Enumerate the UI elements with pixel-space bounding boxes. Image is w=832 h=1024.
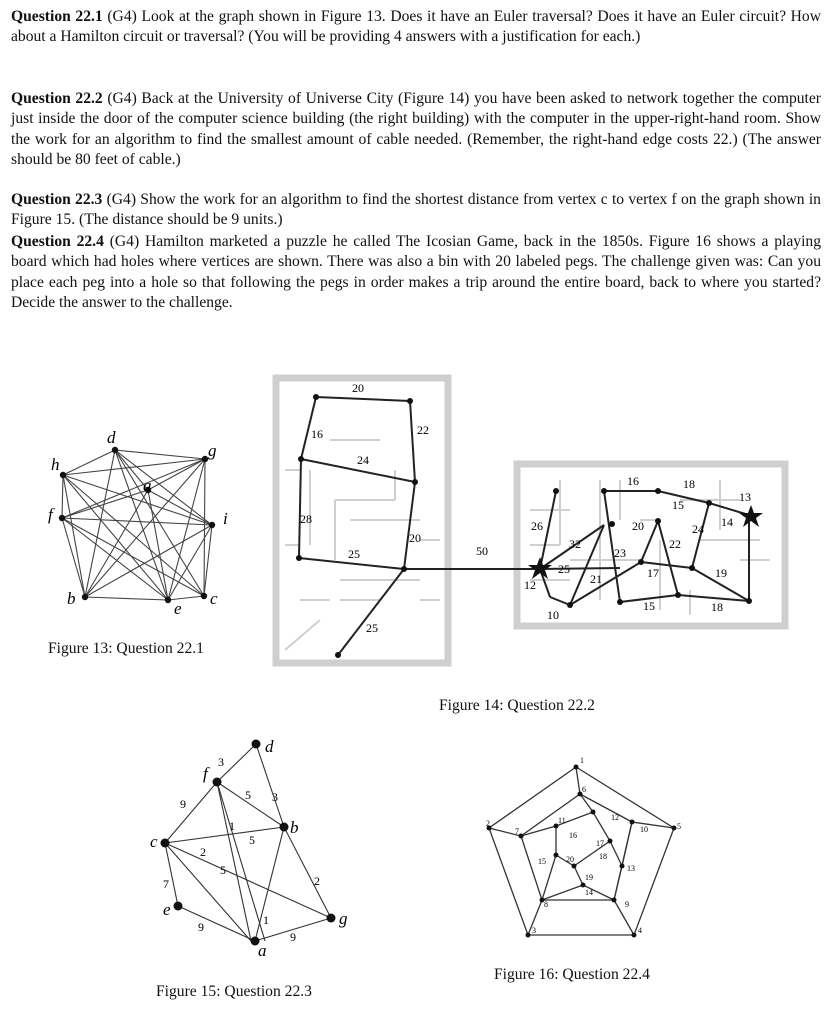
svg-text:9: 9 bbox=[625, 900, 629, 909]
svg-text:24: 24 bbox=[692, 522, 704, 536]
svg-text:4: 4 bbox=[638, 926, 642, 935]
question-label: Question 22.2 bbox=[11, 90, 103, 107]
svg-text:1: 1 bbox=[229, 819, 235, 833]
svg-text:11: 11 bbox=[558, 816, 566, 825]
svg-text:24: 24 bbox=[357, 453, 369, 467]
vertex-label: i bbox=[223, 509, 228, 528]
svg-text:b: b bbox=[290, 818, 299, 837]
svg-text:13: 13 bbox=[627, 864, 635, 873]
svg-text:12: 12 bbox=[611, 813, 619, 822]
svg-text:5: 5 bbox=[220, 863, 226, 877]
svg-text:50: 50 bbox=[476, 544, 488, 558]
svg-text:a: a bbox=[258, 941, 267, 960]
svg-text:25: 25 bbox=[366, 621, 378, 635]
svg-text:2: 2 bbox=[314, 874, 320, 888]
svg-text:d: d bbox=[265, 737, 274, 756]
vertex-label: g bbox=[208, 441, 217, 460]
svg-text:14: 14 bbox=[585, 888, 593, 897]
vertex-label: a bbox=[143, 476, 152, 495]
svg-text:18: 18 bbox=[711, 600, 723, 614]
svg-text:25: 25 bbox=[558, 562, 570, 576]
svg-text:19: 19 bbox=[715, 566, 727, 580]
svg-text:10: 10 bbox=[640, 825, 648, 834]
question-label: Question 22.4 bbox=[11, 233, 104, 250]
svg-text:e: e bbox=[163, 900, 171, 919]
svg-text:14: 14 bbox=[721, 515, 733, 529]
svg-text:c: c bbox=[150, 832, 158, 851]
svg-text:2: 2 bbox=[486, 819, 490, 828]
svg-text:3: 3 bbox=[532, 926, 536, 935]
svg-text:g: g bbox=[339, 909, 348, 928]
question-body: (G4) Hamilton marketed a puzzle he called The Icosian Game, back in the 1850s. Figure 16 shows a playing board which had holes where vertices are shown. There was also a bin with 20 labeled pegs. The challenge given was: Can you place each peg into a hole so that following the pegs in order makes a trip around the entire board, back to where you started? Decide the answer to the challenge. bbox=[11, 233, 821, 312]
svg-text:32: 32 bbox=[569, 537, 581, 551]
vertex-label: h bbox=[51, 455, 60, 474]
vertex-label: d bbox=[107, 428, 116, 447]
svg-text:16: 16 bbox=[311, 427, 323, 441]
svg-text:7: 7 bbox=[163, 877, 169, 891]
svg-text:22: 22 bbox=[417, 423, 429, 437]
svg-text:16: 16 bbox=[569, 831, 577, 840]
question-label: Question 22.3 bbox=[11, 191, 103, 208]
question-body: (G4) Look at the graph shown in Figure 13. Does it have an Euler traversal? Does it have an Euler circuit? How about a Hamilton circuit or traversal? (You will be providing 4 answers with a justification for each.) bbox=[11, 8, 821, 46]
question-body: (G4) Show the work for an algorithm to find the shortest distance from vertex c to vertex f on the graph shown in Figure 15. (The distance should be 9 units.) bbox=[11, 191, 821, 229]
question-label: Question 22.1 bbox=[11, 8, 103, 25]
svg-text:15: 15 bbox=[672, 498, 684, 512]
svg-text:3: 3 bbox=[272, 790, 278, 804]
figure-16-caption: Figure 16: Question 22.4 bbox=[494, 966, 650, 983]
svg-text:5: 5 bbox=[677, 822, 681, 831]
svg-text:15: 15 bbox=[643, 599, 655, 613]
svg-text:21: 21 bbox=[590, 572, 602, 586]
svg-text:18: 18 bbox=[599, 852, 607, 861]
question-body: (G4) Back at the University of Universe City (Figure 14) you have been asked to network together the computer just inside the door of the computer science building (the right building) with the computer in the upper-right-hand room. Show the work for an algorithm to find the smallest amount of cable needed. (Remember, the right-hand edge costs 22.) (The answer should be 80 feet of cable.) bbox=[11, 90, 821, 169]
svg-text:9: 9 bbox=[290, 930, 296, 944]
svg-text:f: f bbox=[203, 764, 208, 783]
svg-text:3: 3 bbox=[218, 755, 224, 769]
figure-13-caption: Figure 13: Question 22.1 bbox=[48, 640, 204, 657]
svg-text:17: 17 bbox=[596, 839, 604, 848]
svg-text:12: 12 bbox=[524, 578, 536, 592]
svg-text:20: 20 bbox=[409, 531, 421, 545]
svg-text:20: 20 bbox=[352, 381, 364, 395]
vertex-label: b bbox=[67, 589, 76, 608]
svg-text:1: 1 bbox=[263, 913, 269, 927]
svg-text:8: 8 bbox=[544, 900, 548, 909]
svg-text:7: 7 bbox=[515, 827, 519, 836]
svg-text:10: 10 bbox=[547, 608, 559, 622]
vertex-label: f bbox=[48, 505, 53, 524]
svg-text:23: 23 bbox=[614, 546, 626, 560]
figure-14-caption: Figure 14: Question 22.2 bbox=[439, 697, 595, 714]
svg-text:6: 6 bbox=[582, 785, 586, 794]
svg-text:15: 15 bbox=[538, 857, 546, 866]
svg-text:9: 9 bbox=[198, 920, 204, 934]
svg-text:20: 20 bbox=[632, 519, 644, 533]
svg-text:26: 26 bbox=[531, 519, 543, 533]
figure-16-vertex-numbers bbox=[486, 756, 681, 935]
svg-text:22: 22 bbox=[669, 537, 681, 551]
svg-text:18: 18 bbox=[683, 477, 695, 491]
svg-text:2: 2 bbox=[200, 845, 206, 859]
svg-text:19: 19 bbox=[585, 873, 593, 882]
vertex-label: c bbox=[210, 589, 218, 608]
vertex-label: e bbox=[174, 599, 182, 618]
svg-text:13: 13 bbox=[739, 490, 751, 504]
svg-text:1: 1 bbox=[580, 756, 584, 765]
svg-text:16: 16 bbox=[627, 474, 639, 488]
svg-text:17: 17 bbox=[647, 566, 659, 580]
svg-text:20: 20 bbox=[566, 855, 574, 864]
svg-text:28: 28 bbox=[300, 512, 312, 526]
svg-text:5: 5 bbox=[249, 833, 255, 847]
svg-text:9: 9 bbox=[180, 797, 186, 811]
svg-text:25: 25 bbox=[348, 547, 360, 561]
svg-text:5: 5 bbox=[245, 788, 251, 802]
figure-15-caption: Figure 15: Question 22.3 bbox=[156, 983, 312, 1000]
